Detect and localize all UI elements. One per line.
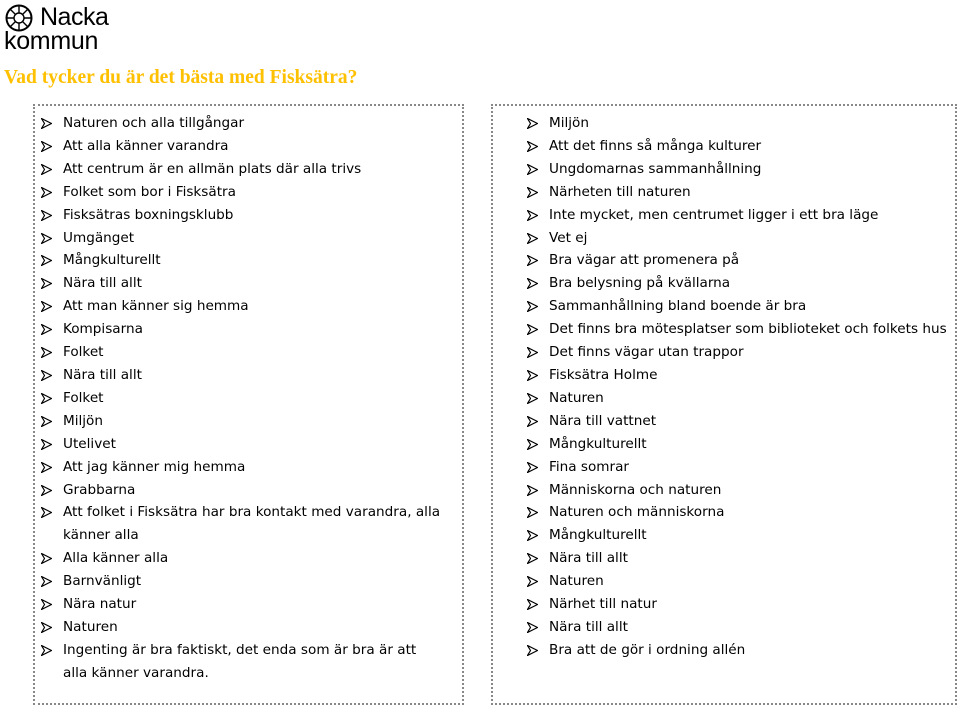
arrowhead-bullet-icon: [41, 507, 52, 518]
list-item-text: Att man känner sig hemma: [63, 298, 249, 315]
list-item-text: Det finns bra mötesplatser som biblioteket och folkets hus: [549, 321, 947, 338]
list-item-text: Naturen: [549, 573, 604, 590]
arrowhead-bullet-icon: [41, 462, 52, 473]
logo-text-kommun: kommun: [4, 27, 99, 55]
list-item-text: Mångkulturellt: [549, 435, 647, 452]
list-item: [527, 364, 955, 387]
list-item-text: Fisksätra Holme: [549, 366, 658, 383]
arrowhead-bullet-icon: [527, 141, 538, 152]
list-item-text: Kompisarna: [63, 321, 143, 338]
arrowhead-bullet-icon: [527, 553, 538, 564]
list-item-text: Folket som bor i Fisksätra: [63, 183, 236, 200]
list-item: [41, 547, 441, 570]
arrowhead-bullet-icon: [527, 233, 538, 244]
list-item: [527, 135, 955, 158]
list-item-text: Bra vägar att promenera på: [549, 252, 740, 269]
list-item-text: Fisksätras boxningsklubb: [63, 206, 234, 223]
list-item-text: Nära natur: [63, 596, 137, 613]
arrowhead-bullet-icon: [41, 301, 52, 312]
arrowhead-bullet-icon: [41, 164, 52, 175]
arrowhead-bullet-icon: [527, 645, 538, 656]
arrowhead-bullet-icon: [41, 324, 52, 335]
list-item-text: Fina somrar: [549, 458, 630, 475]
list-item: [527, 181, 955, 204]
list-item-text: Att alla känner varandra: [63, 137, 229, 154]
arrowhead-bullet-icon: [41, 576, 52, 587]
list-item: [41, 295, 441, 318]
list-item: [41, 272, 441, 295]
list-item: [41, 158, 441, 181]
arrowhead-bullet-icon: [527, 301, 538, 312]
list-item: [527, 456, 955, 479]
list-item: [41, 181, 441, 204]
list-item: [527, 524, 955, 547]
arrowhead-bullet-icon: [527, 462, 538, 473]
list-item: [41, 135, 441, 158]
list-item: [41, 479, 441, 502]
list-item-text: Miljön: [63, 412, 103, 429]
arrowhead-bullet-icon: [527, 622, 538, 633]
list-item: [527, 616, 955, 639]
arrowhead-bullet-icon: [41, 416, 52, 427]
list-item-text: Miljön: [549, 115, 589, 131]
list-item: [527, 341, 955, 364]
arrowhead-bullet-icon: [41, 187, 52, 198]
list-item-text: Inte mycket, men centrumet ligger i ett bra läge: [549, 206, 879, 223]
arrowhead-bullet-icon: [527, 393, 538, 404]
list-item-text: Bra belysning på kvällarna: [549, 275, 731, 292]
list-item-text: Mångkulturellt: [63, 252, 161, 269]
list-item-text: Mångkulturellt: [549, 527, 647, 544]
list-item: [527, 547, 955, 570]
list-item-text: Nära till vattnet: [549, 412, 657, 429]
list-item: [41, 639, 441, 685]
page-heading: Vad tycker du är det bästa med Fisksätra?: [4, 67, 358, 88]
list-item-text: Alla känner alla: [63, 550, 169, 567]
list-item-text: Närheten till naturen: [549, 183, 691, 200]
list-item: [527, 501, 955, 524]
list-item-text: Folket: [63, 389, 104, 406]
list-item: [41, 410, 441, 433]
list-item: [41, 387, 441, 410]
list-item: [41, 227, 441, 250]
list-item-text: Att centrum är en allmän plats där alla trivs: [63, 160, 362, 177]
arrowhead-bullet-icon: [527, 507, 538, 518]
list-item-text: Att folket i Fisksätra har bra kontakt med varandra, alla känner alla: [63, 504, 441, 544]
list-item: [41, 249, 441, 272]
arrowhead-bullet-icon: [41, 393, 52, 404]
list-item: [41, 616, 441, 639]
list-item: [527, 570, 955, 593]
arrowhead-bullet-icon: [527, 530, 538, 541]
list-item: [41, 204, 441, 227]
list-item-text: Ingenting är bra faktiskt, det enda som är bra är att alla känner varandra.: [63, 641, 417, 681]
list-item-text: Nära till allt: [549, 618, 628, 635]
logo-text-nacka: Nacka: [40, 3, 109, 31]
arrowhead-bullet-icon: [527, 255, 538, 266]
left-answers-box: [33, 104, 464, 705]
list-item-text: Naturen: [63, 618, 118, 635]
arrowhead-bullet-icon: [527, 599, 538, 610]
list-item: [527, 249, 955, 272]
list-item-text: Det finns vägar utan trappor: [549, 344, 744, 361]
arrowhead-bullet-icon: [527, 485, 538, 496]
arrowhead-bullet-icon: [527, 347, 538, 358]
arrowhead-bullet-icon: [41, 553, 52, 564]
list-item-text: Naturen och alla tillgångar: [63, 115, 245, 131]
arrowhead-bullet-icon: [41, 370, 52, 381]
list-item-text: Nära till allt: [549, 550, 628, 567]
list-item-text: Bra att de gör i ordning allén: [549, 641, 746, 658]
list-item: [527, 410, 955, 433]
list-item: [41, 318, 441, 341]
list-item-text: Nära till allt: [63, 275, 142, 292]
list-item-text: Naturen: [549, 389, 604, 406]
list-item: [41, 501, 441, 547]
list-item: [527, 593, 955, 616]
arrowhead-bullet-icon: [41, 599, 52, 610]
arrowhead-bullet-icon: [41, 118, 52, 129]
arrowhead-bullet-icon: [41, 439, 52, 450]
list-item: [41, 456, 441, 479]
list-item: [527, 295, 955, 318]
list-item: [41, 433, 441, 456]
arrowhead-bullet-icon: [527, 210, 538, 221]
list-item-text: Grabbarna: [63, 481, 136, 498]
list-item: [527, 639, 955, 662]
list-item-text: Nära till allt: [63, 366, 142, 383]
arrowhead-bullet-icon: [41, 645, 52, 656]
list-item-text: Vet ej: [549, 229, 588, 246]
right-answer-list: [527, 112, 955, 662]
list-item: [527, 387, 955, 410]
list-item: [527, 479, 955, 502]
list-item-text: Umgänget: [63, 229, 135, 246]
arrowhead-bullet-icon: [527, 370, 538, 381]
list-item: [527, 318, 955, 341]
list-item-text: Sammanhållning bland boende är bra: [549, 298, 807, 315]
list-item: [41, 341, 441, 364]
list-item: [527, 227, 955, 250]
right-answers-box: [491, 104, 957, 705]
arrowhead-bullet-icon: [527, 164, 538, 175]
list-item-text: Folket: [63, 344, 104, 361]
left-answer-list: [41, 112, 441, 685]
arrowhead-bullet-icon: [41, 278, 52, 289]
list-item: [527, 112, 955, 135]
list-item-text: Barnvänligt: [63, 573, 142, 590]
list-item: [41, 112, 441, 135]
arrowhead-bullet-icon: [527, 416, 538, 427]
list-item: [527, 272, 955, 295]
list-item: [41, 593, 441, 616]
arrowhead-bullet-icon: [527, 118, 538, 129]
arrowhead-bullet-icon: [41, 210, 52, 221]
arrowhead-bullet-icon: [527, 576, 538, 587]
list-item-text: Att det finns så många kulturer: [549, 137, 762, 154]
arrowhead-bullet-icon: [41, 347, 52, 358]
arrowhead-bullet-icon: [41, 233, 52, 244]
list-item-text: Ungdomarnas sammanhållning: [549, 160, 762, 177]
list-item-text: Människorna och naturen: [549, 481, 722, 498]
arrowhead-bullet-icon: [41, 141, 52, 152]
list-item-text: Naturen och människorna: [549, 504, 725, 521]
nacka-kommun-logo: [4, 3, 114, 53]
list-item-text: Att jag känner mig hemma: [63, 458, 246, 475]
list-item: [527, 204, 955, 227]
list-item: [527, 433, 955, 456]
list-item: [41, 364, 441, 387]
arrowhead-bullet-icon: [527, 324, 538, 335]
arrowhead-bullet-icon: [527, 439, 538, 450]
arrowhead-bullet-icon: [527, 187, 538, 198]
list-item-text: Utelivet: [63, 435, 116, 452]
list-item-text: Närhet till natur: [549, 596, 657, 613]
arrowhead-bullet-icon: [41, 485, 52, 496]
arrowhead-bullet-icon: [41, 255, 52, 266]
arrowhead-bullet-icon: [41, 622, 52, 633]
list-item: [527, 158, 955, 181]
list-item: [41, 570, 441, 593]
arrowhead-bullet-icon: [527, 278, 538, 289]
